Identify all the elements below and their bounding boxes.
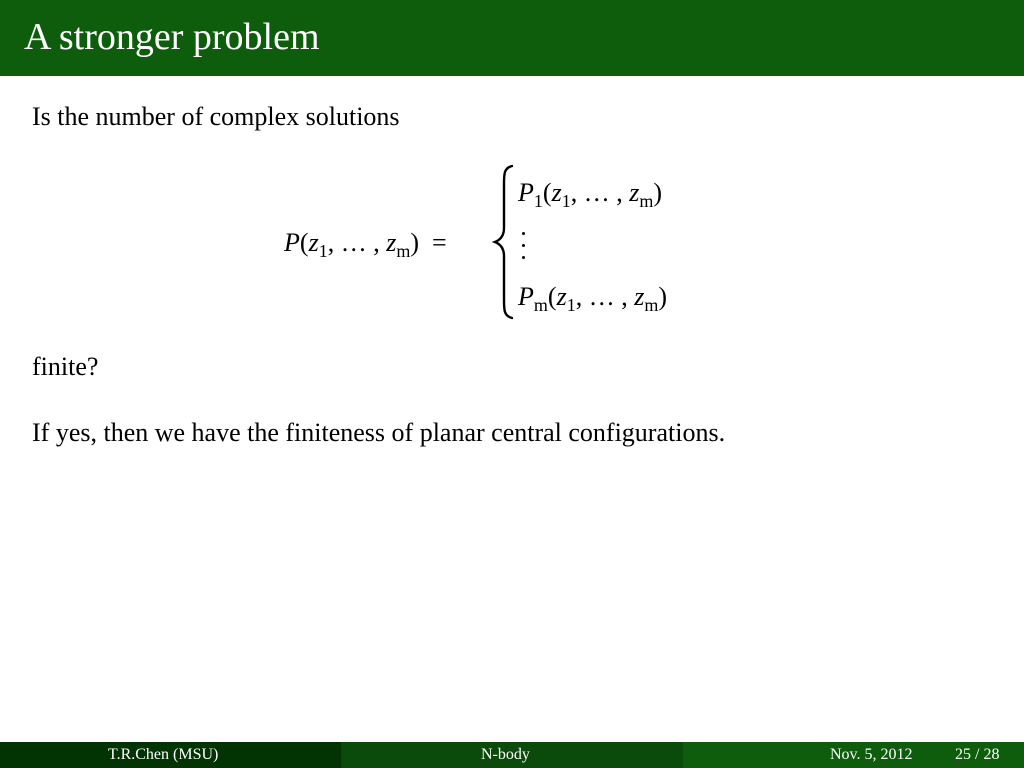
slide-title: A stronger problem [24,16,320,58]
rowm-function: P [518,282,534,311]
lhs-ellipsis: … [340,228,367,257]
row1-var-last: z [629,178,640,207]
footer [0,742,1024,768]
left-brace-icon [492,164,516,320]
rowm-ellipsis: … [588,282,615,311]
footer-short-title: N-body [481,746,530,763]
lhs-var-last: z [386,228,397,257]
intro-text: Is the number of complex solutions [32,102,400,131]
rowm-sub-last: m [644,295,659,315]
rowm-var-first: z [556,282,567,311]
rowm-var-last: z [634,282,645,311]
row1-var-first: z [551,178,562,207]
row1-ellipsis: … [583,178,610,207]
row1-fn-sub: 1 [533,191,543,211]
footer-left-segment [0,742,341,768]
lhs-sub-last: m [396,241,411,261]
row1-sub-last: m [639,191,654,211]
vertical-dots-icon [522,232,528,264]
equals-sign: = [432,228,447,257]
rowm-sub-first: 1 [566,295,576,315]
equation-row-last: $P_m(z_1$, … , $z_m$) [518,282,668,315]
lhs-function: P [284,228,300,257]
footer-center-segment [341,742,683,768]
footer-right-segment [683,742,1024,768]
footer-date: Nov. 5, 2012 [830,746,913,763]
lhs-var-first: z [308,228,319,257]
rowm-fn-sub: m [533,295,548,315]
equation-lhs: $P(z_1$, … , $z_m$) = [284,228,447,261]
conclusion-text: If yes, then we have the finiteness of planar central configurations. [32,418,726,447]
row1-function: P [518,178,534,207]
equation-row-first: $P_1(z_1$, … , $z_m$) [518,178,662,211]
footer-author: T.R.Chen (MSU) [108,746,219,763]
row1-sub-first: 1 [561,191,571,211]
lhs-sub-first: 1 [318,241,328,261]
equation-system [0,0,1024,340]
footer-page-number: 25 / 28 [955,746,1000,763]
finite-text: finite? [32,352,99,381]
